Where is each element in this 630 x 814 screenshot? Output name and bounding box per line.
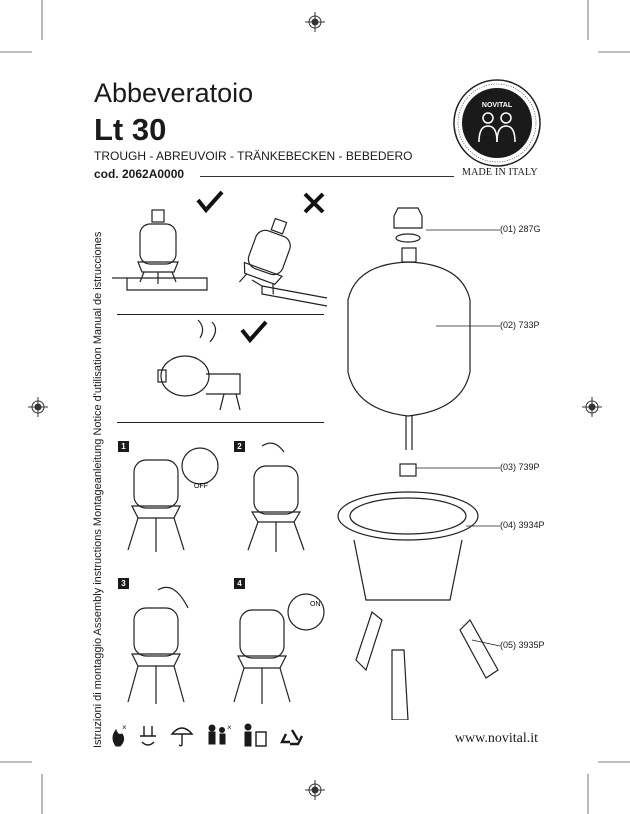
made-in-label: MADE IN ITALY (462, 167, 538, 178)
step-2-drawing (248, 443, 304, 552)
part-02-tank (348, 262, 470, 416)
correct-check-icon (198, 192, 222, 210)
part-label-04: (04) 3934P (500, 520, 545, 530)
novital-logo (452, 78, 542, 168)
part-04-base (338, 492, 478, 540)
part-05-leg (356, 612, 382, 670)
step-4-drawing (234, 594, 324, 704)
fragile-handle-icon (140, 726, 156, 745)
step-1-off-badge: OFF (194, 483, 208, 490)
level-surface (127, 278, 207, 290)
part-label-05: (05) 3935P (500, 640, 545, 650)
section-divider (117, 314, 324, 315)
code-divider (200, 176, 454, 177)
dispose-bin-icon (245, 724, 266, 746)
product-title: Abbeveratoio (94, 78, 254, 108)
wrong-cross-icon (305, 194, 323, 212)
website-url[interactable]: www.novital.it (454, 731, 538, 746)
step-4-number: 4 (234, 578, 245, 589)
part-label-03: (03) 739P (500, 462, 540, 472)
filling-check-icon (242, 322, 266, 340)
logo-brand: NOVITAL (481, 102, 513, 109)
step-2-number: 2 (234, 441, 245, 452)
side-caption: Istruzioni di montaggio Assembly instructions Montageanleitung Notice d'utilisation Manual de istrucciones (92, 231, 104, 748)
registration-mark-left (28, 397, 48, 417)
step-3-number: 3 (118, 578, 129, 589)
section-divider-2 (117, 422, 324, 423)
registration-mark-bottom (305, 780, 325, 800)
safety-icons-row (108, 722, 330, 750)
part-label-01: (01) 287G (500, 224, 541, 234)
step-3-drawing (128, 587, 188, 704)
part-03-valve (400, 464, 416, 476)
keep-dry-icon (172, 728, 192, 746)
step-1-number: 1 (118, 441, 129, 452)
recycle-icon (282, 730, 302, 744)
filling-illustration (140, 318, 280, 418)
no-children-icon (209, 723, 232, 744)
registration-mark-top (305, 12, 325, 32)
placement-illustrations (112, 190, 332, 318)
product-capacity: Lt 30 (94, 112, 167, 147)
part-01-cap (394, 208, 422, 228)
step-4-on-badge: ON (310, 601, 321, 608)
product-subtitle: TROUGH - ABREUVOIR - TRÄNKEBECKEN - BEBEDERO (94, 149, 413, 163)
svg-text:×: × (227, 723, 232, 732)
registration-mark-right (582, 397, 602, 417)
product-code: cod. 2062A0000 (94, 167, 185, 181)
part-label-02: (02) 733P (500, 320, 540, 330)
assembly-steps-illustration (114, 440, 334, 715)
no-fire-icon (113, 723, 127, 746)
svg-text:×: × (122, 723, 127, 732)
step-1-drawing (128, 448, 218, 552)
